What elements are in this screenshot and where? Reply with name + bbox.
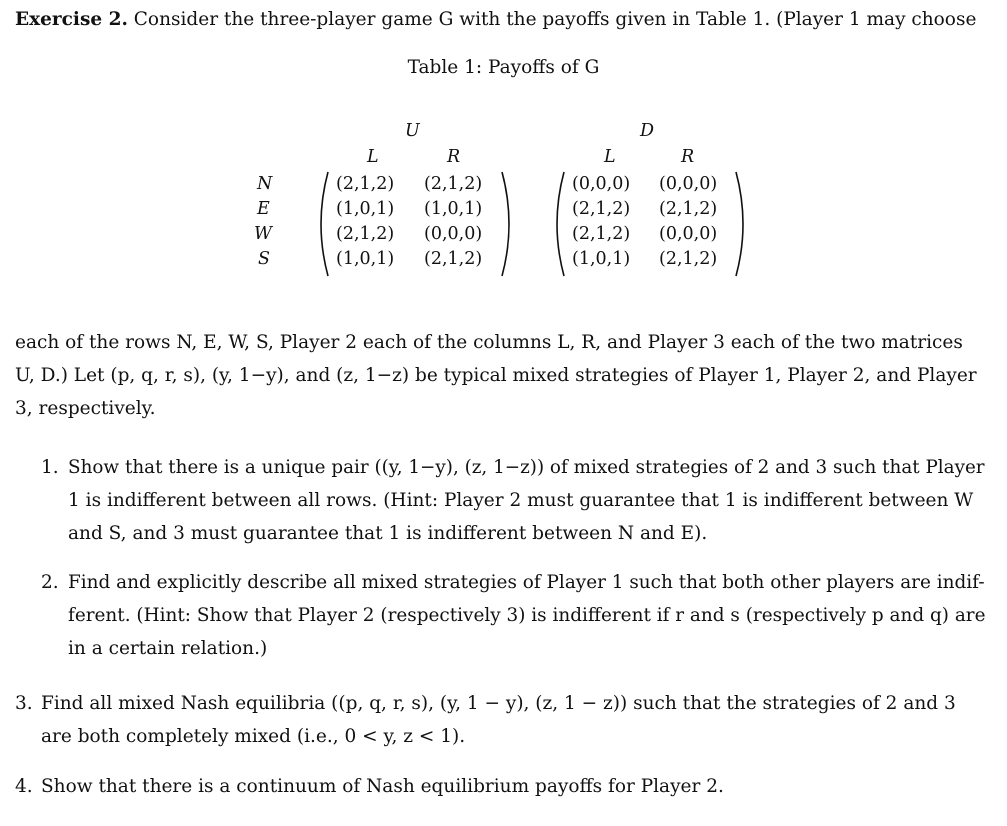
cell-u-e-r: (1,0,1) <box>424 199 483 219</box>
cell-d-e-l: (2,1,2) <box>572 199 631 219</box>
item-number: 1. <box>41 457 59 478</box>
left-paren-d <box>548 170 568 278</box>
column-label-l: L <box>367 147 379 167</box>
column-label-r-d: R <box>681 147 695 167</box>
item-line: ferent. (Hint: Show that Player 2 (respectively 3) is indifferent if r and s (respectively p and q) are <box>68 605 986 626</box>
item-number: 2. <box>41 572 59 593</box>
matrix-label-u: U <box>405 121 420 141</box>
exercise-heading <box>15 8 976 32</box>
cell-d-e-r: (2,1,2) <box>659 199 718 219</box>
cell-u-w-l: (2,1,2) <box>336 224 395 244</box>
paragraph-line: 3, respectively. <box>15 398 156 419</box>
item-line: Find and explicitly describe all mixed strategies of Player 1 such that both other players are indif- <box>68 572 985 593</box>
cell-u-s-l: (1,0,1) <box>336 249 395 269</box>
exercise-intro: Consider the three-player game G with the payoffs given in Table 1. (Player 1 may choose <box>133 9 977 30</box>
cell-d-w-r: (0,0,0) <box>659 224 718 244</box>
row-label-e: E <box>257 199 270 219</box>
row-label-w: W <box>254 224 272 244</box>
row-label-n: N <box>257 174 273 194</box>
cell-d-n-r: (0,0,0) <box>659 174 718 194</box>
column-label-r: R <box>447 147 461 167</box>
cell-d-s-l: (1,0,1) <box>572 249 631 269</box>
matrix-label-d: D <box>640 121 655 141</box>
paragraph-line: U, D.) Let (p, q, r, s), (y, 1−y), and (z, 1−z) be typical mixed strategies of Player 1, Player 2, and Player <box>15 365 977 386</box>
item-line: 1 is indifferent between all rows. (Hint: Player 2 must guarantee that 1 is indifferent between W <box>68 490 974 511</box>
cell-u-s-r: (2,1,2) <box>424 249 483 269</box>
left-paren-u <box>312 170 332 278</box>
item-line: Show that there is a unique pair ((y, 1−y), (z, 1−z)) of mixed strategies of 2 and 3 such that Player <box>68 457 985 478</box>
item-line: Show that there is a continuum of Nash equilibrium payoffs for Player 2. <box>41 776 724 797</box>
item-number: 3. <box>15 693 33 714</box>
cell-u-n-l: (2,1,2) <box>336 174 395 194</box>
item-line: and S, and 3 must guarantee that 1 is indifferent between N and E). <box>68 523 708 544</box>
right-paren-u <box>498 170 518 278</box>
cell-u-n-r: (2,1,2) <box>424 174 483 194</box>
paragraph-line: each of the rows N, E, W, S, Player 2 each of the columns L, R, and Player 3 each of the two matrices <box>15 332 963 353</box>
cell-d-w-l: (2,1,2) <box>572 224 631 244</box>
item-line: Find all mixed Nash equilibria ((p, q, r, s), (y, 1 − y), (z, 1 − z)) such that the strategies of 2 and 3 <box>41 693 956 714</box>
item-number: 4. <box>15 776 33 797</box>
column-label-l-d: L <box>604 147 616 167</box>
row-label-s: S <box>258 249 270 269</box>
cell-d-n-l: (0,0,0) <box>572 174 631 194</box>
item-line: in a certain relation.) <box>68 638 268 659</box>
item-line: are both completely mixed (i.e., 0 < y, z < 1). <box>41 726 466 747</box>
cell-u-e-l: (1,0,1) <box>336 199 395 219</box>
right-paren-d <box>732 170 752 278</box>
exercise-label: Exercise 2. <box>15 9 128 30</box>
cell-d-s-r: (2,1,2) <box>659 249 718 269</box>
table-caption: Table 1: Payoffs of G <box>407 57 600 78</box>
cell-u-w-r: (0,0,0) <box>424 224 483 244</box>
